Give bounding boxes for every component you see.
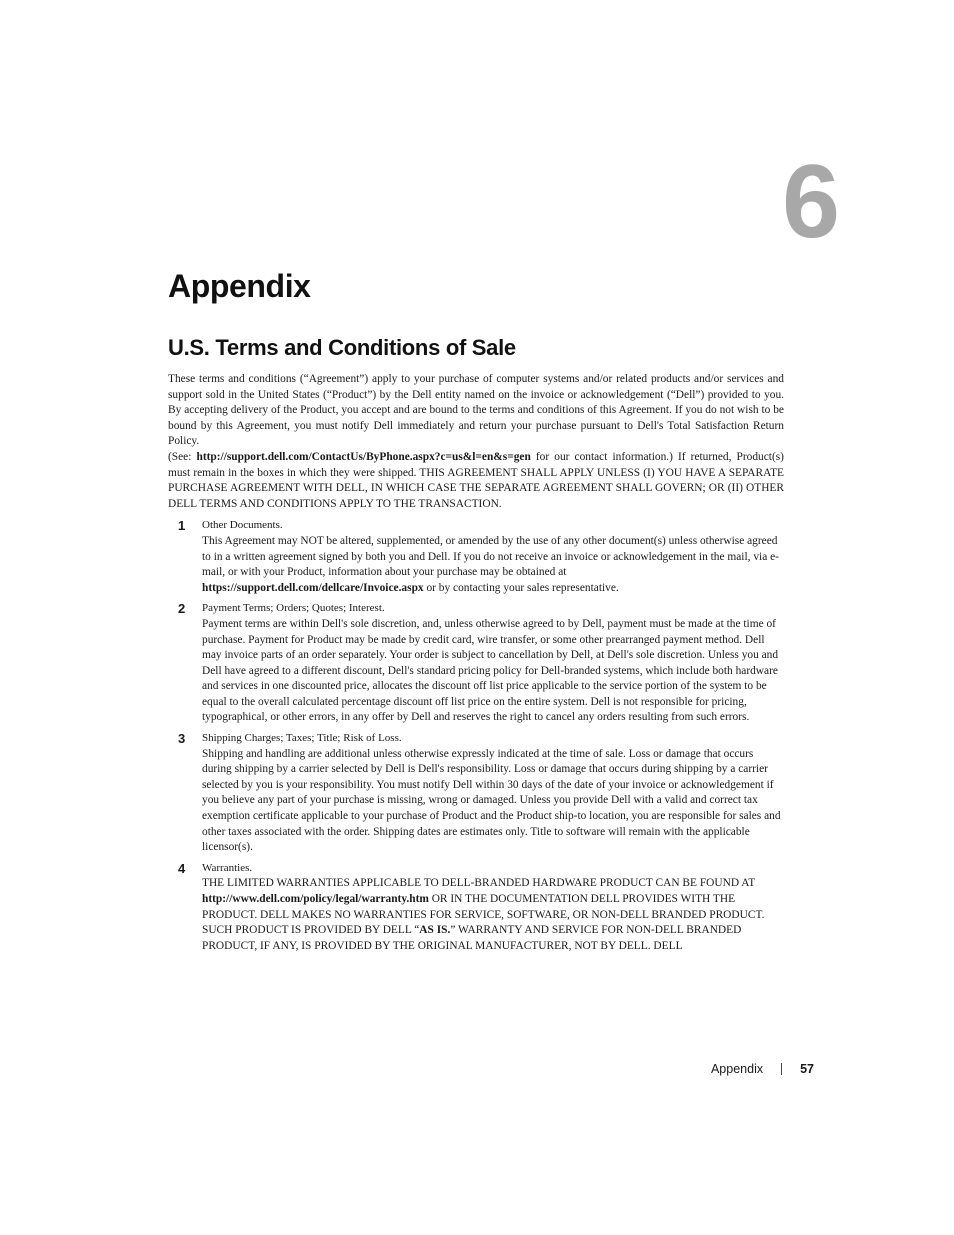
item-title: Payment Terms; Orders; Quotes; Interest. bbox=[202, 602, 385, 615]
warranty-link[interactable]: http://www.dell.com/policy/legal/warranty.htm bbox=[202, 893, 429, 905]
item-title: Warranties. bbox=[202, 861, 253, 874]
intro-see-prefix: (See: bbox=[168, 450, 197, 463]
intro-paragraph: These terms and conditions (“Agreement”) apply to your purchase of computer systems and/or related products and/or services and support sold in the United States (“Product”) by the Dell entity named on the invoice or acknowledgement (“Dell”) provided to you. By accepting delivery of the Product, you accept and are bound to the terms and conditions of this Agreement. If you do not wish to be bound by this Agreement, you must notify Dell immediately and return your purchase pursuant to Dell's Total Satisfaction Return Policy. bbox=[168, 373, 784, 448]
as-is-emphasis: AS IS. bbox=[419, 924, 451, 937]
chapter-title: Appendix bbox=[168, 268, 311, 304]
item-body bbox=[202, 534, 784, 596]
item-number: 1 bbox=[178, 518, 186, 534]
item-title: Other Documents. bbox=[202, 519, 283, 532]
item-body bbox=[202, 876, 784, 954]
page-content bbox=[168, 372, 784, 959]
list-item bbox=[168, 601, 784, 726]
item-body: Shipping and handling are additional unless otherwise expressly indicated at the time of sale. Loss or damage that occurs during shipping by a carrier selected by Dell is Dell's responsibility. Loss or damage that occurs during shipping by a carrier selected by you is your responsibility. You must notify Dell within 30 days of the date of your invoice or acknowledgement if you believe any part of your purchase is missing, wrong or damaged. Unless you provide Dell with a valid and correct tax exemption certificate applicable to your purchase of Product and the Product ship-to location, you are responsible for sales and other taxes associated with the order. Shipping dates are estimates only. Title to software will remain with the applicable licensor(s). bbox=[202, 747, 781, 854]
intro-see-suffix: for our contact information.) If returned, Product(s) must remain in the boxes in which they were shipped. THIS AGREEMENT SHALL APPLY UNLESS (I) YOU HAVE A SEPARATE PURCHASE AGREEMENT WITH DELL, IN WHICH CASE THE SEPARATE AGREEMENT SHALL GOVERN; OR (II) OTHER DELL TERMS AND CONDITIONS APPLY TO THE TRANSACTION. bbox=[168, 450, 784, 510]
item-number: 4 bbox=[178, 860, 186, 876]
item-title: Shipping Charges; Taxes; Title; Risk of Loss. bbox=[202, 732, 402, 745]
item-text: ” WARRANTY AND SERVICE FOR NON-DELL BRANDED PRODUCT, IF ANY, IS PROVIDED BY THE ORIGINAL MANUFACTURER, NOT BY DELL. DELL bbox=[202, 924, 742, 952]
item-text: THE LIMITED WARRANTIES APPLICABLE TO DELL-BRANDED HARDWARE PRODUCT CAN BE FOUND AT bbox=[202, 877, 755, 890]
intro-paragraph-2 bbox=[168, 450, 784, 512]
list-item bbox=[168, 861, 784, 955]
item-text: or by contacting your sales representative. bbox=[423, 581, 619, 594]
item-number: 2 bbox=[178, 601, 186, 617]
invoice-link[interactable]: https://support.dell.com/dellcare/Invoice.aspx bbox=[202, 581, 424, 594]
section-title: U.S. Terms and Conditions of Sale bbox=[168, 335, 516, 360]
chapter-number: 6 bbox=[782, 144, 840, 260]
page-footer bbox=[600, 1062, 814, 1076]
footer-divider bbox=[781, 1063, 782, 1075]
contact-link[interactable]: http://support.dell.com/ContactUs/ByPhone.aspx?c=us&l=en&s=gen bbox=[196, 450, 531, 463]
item-text: OR IN THE DOCUMENTATION DELL PROVIDES WITH THE PRODUCT. DELL MAKES NO WARRANTIES FOR SERVICE, SOFTWARE, OR NON-DELL BRANDED PRODUCT. SUCH PRODUCT IS PROVIDED BY DELL “ bbox=[202, 893, 765, 937]
item-body: Payment terms are within Dell's sole discretion, and, unless otherwise agreed to by Dell, payment must be made at the time of purchase. Payment for Product may be made by credit card, wire transfer, or some other prearranged payment method. Dell may invoice parts of an order separately. Your order is subject to cancellation by Dell, at Dell's sole discretion. Unless you and Dell have agreed to a different discount, Dell's standard pricing policy for Dell-branded systems, which include both hardware and services in one discounted price, allocates the discount off list price applicable to the service portion of the system to be equal to the overall calculated percentage discount off list price on the entire system. Dell is not responsible for pricing, typographical, or other errors, in any offer by Dell and reserves the right to cancel any orders resulting from such errors. bbox=[202, 617, 779, 724]
footer-section-name: Appendix bbox=[710, 1062, 764, 1076]
list-item bbox=[168, 518, 784, 596]
page-number: 57 bbox=[800, 1062, 814, 1076]
terms-list bbox=[168, 518, 784, 954]
list-item bbox=[168, 731, 784, 856]
item-number: 3 bbox=[178, 731, 186, 747]
item-text: This Agreement may NOT be altered, supplemented, or amended by the use of any other document(s) unless otherwise agreed to in a written agreement signed by both you and Dell. If you do not receive an invoice or acknowledgement in the mail, via e-mail, or with your Product, information about your purchase may be obtained at bbox=[202, 534, 779, 579]
